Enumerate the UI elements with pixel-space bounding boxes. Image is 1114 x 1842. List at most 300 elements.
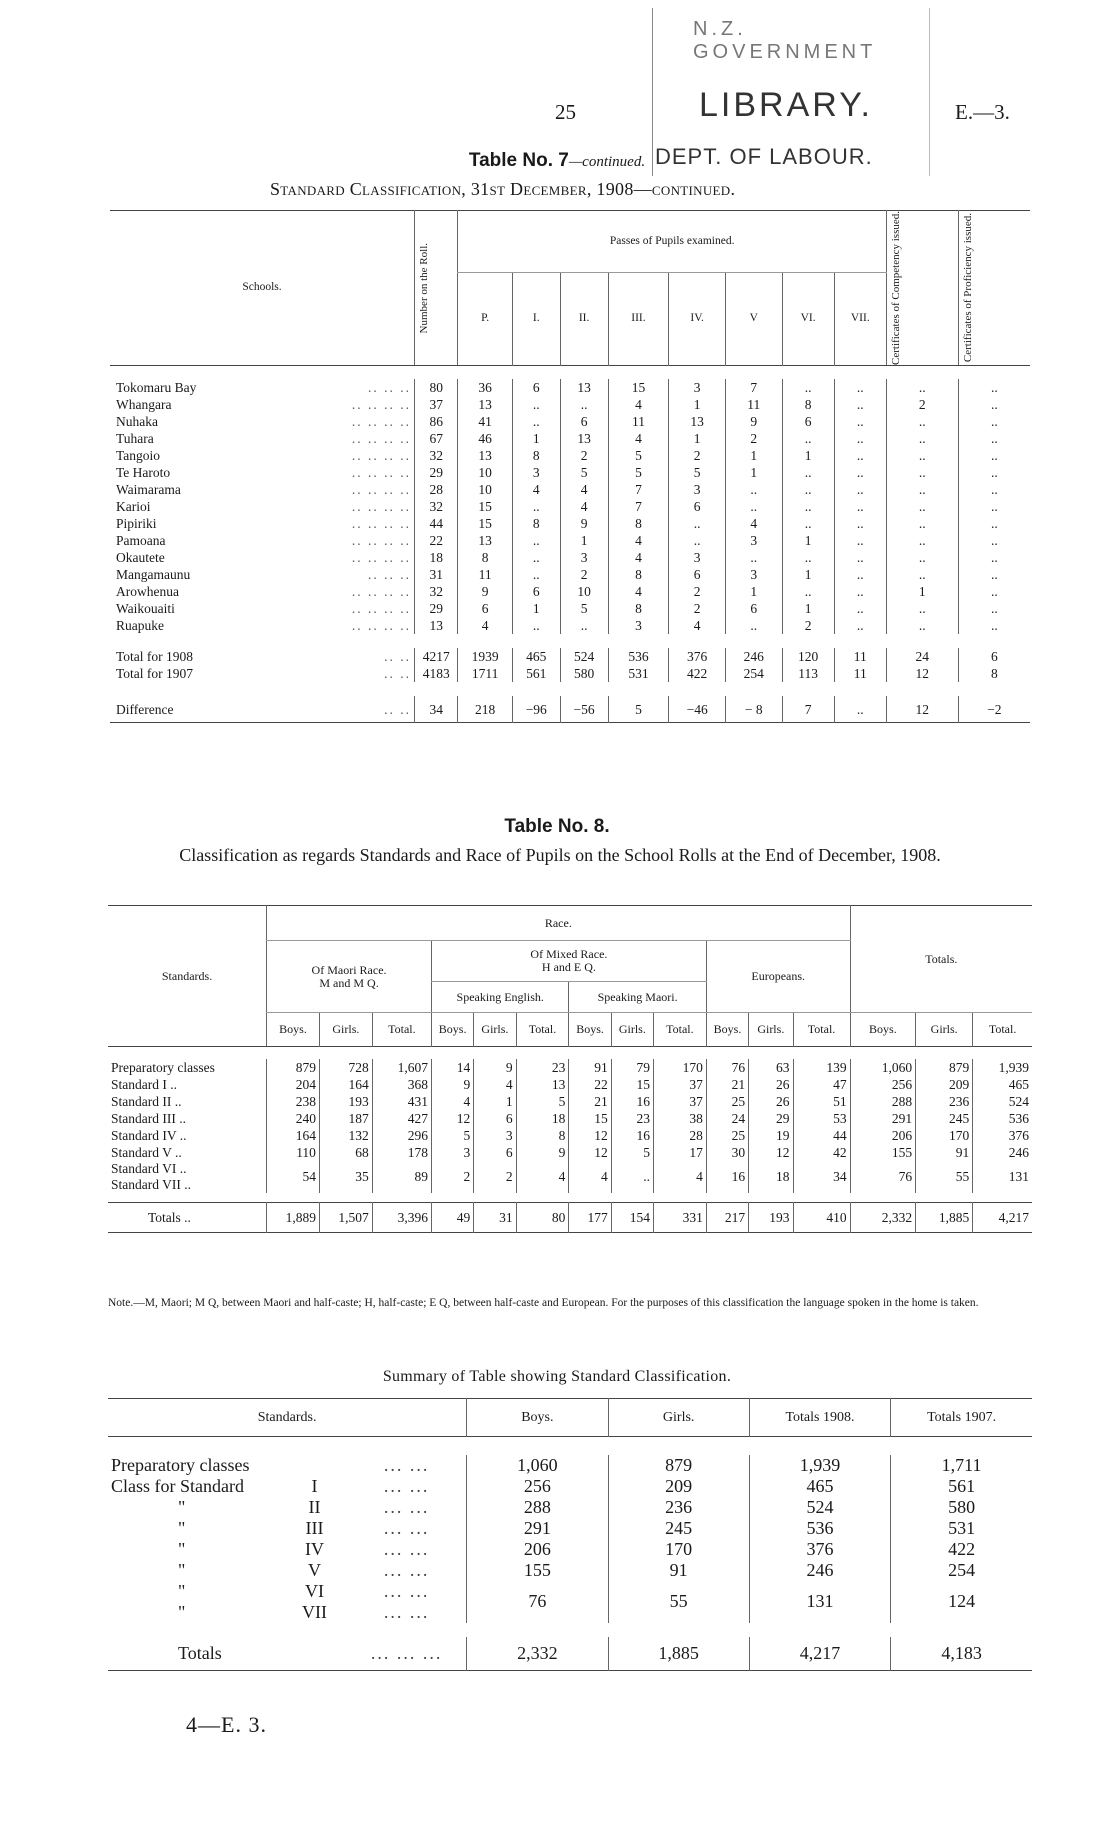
- cell-vii: ..: [834, 481, 886, 498]
- stamp-line-3: DEPT. OF LABOUR.: [655, 144, 873, 169]
- cell-vi: 1: [782, 600, 834, 617]
- cell-value: 9: [432, 1076, 474, 1093]
- col-total: Total.: [653, 1013, 706, 1047]
- table-row: [108, 1539, 1032, 1560]
- cell-iv: 2: [669, 583, 726, 600]
- table8-body: [108, 1047, 1032, 1233]
- table-row: [108, 1110, 1032, 1127]
- col-girls: Girls.: [916, 1013, 973, 1047]
- cell-iii: 8: [608, 600, 669, 617]
- table-row: [110, 413, 1030, 430]
- col-girls: Girls.: [474, 1013, 516, 1047]
- col-vi: VI.: [782, 272, 834, 365]
- leader-dots: ... ... ...: [370, 1642, 443, 1663]
- cell-p: 10: [458, 481, 512, 498]
- cell-value: 164: [319, 1076, 372, 1093]
- table7-body: [110, 365, 1030, 722]
- cell-value: 21: [569, 1093, 611, 1110]
- table-row: [108, 1076, 1032, 1093]
- cell-roll: 32: [414, 498, 457, 515]
- cell-value: 245: [916, 1110, 973, 1127]
- cell-value: 164: [267, 1127, 320, 1144]
- cell-value: 465: [973, 1076, 1032, 1093]
- cell-value: 3,396: [372, 1203, 431, 1233]
- cell-value: 5: [432, 1127, 474, 1144]
- cell-value: 217: [706, 1203, 748, 1233]
- cell-vii: 11: [834, 648, 886, 665]
- table-row: [110, 549, 1030, 566]
- school-name: [110, 648, 414, 665]
- cell-value: ..: [611, 1161, 653, 1193]
- cell-vii: ..: [834, 566, 886, 583]
- col-passes: Passes of Pupils examined.: [458, 211, 886, 273]
- cell-iii: 3: [608, 617, 669, 634]
- cell-p: 1711: [458, 665, 512, 682]
- cell-i: ..: [512, 498, 560, 515]
- cell-value: 54: [267, 1161, 320, 1193]
- leader-dots: .. .. .. ..: [351, 414, 411, 430]
- cell-value: 155: [850, 1144, 916, 1161]
- cell-iii: 4: [608, 396, 669, 413]
- cell-i: ..: [512, 413, 560, 430]
- cell-iii: 7: [608, 498, 669, 515]
- cell-vi: ..: [782, 549, 834, 566]
- cell-iv: 6: [669, 498, 726, 515]
- cell-i: 6: [512, 583, 560, 600]
- cell-vii: ..: [834, 430, 886, 447]
- cell-value: 89: [372, 1161, 431, 1193]
- cell-value: 427: [372, 1110, 431, 1127]
- blank: [282, 1637, 347, 1671]
- col-mixed: Of Mixed Race. H and E Q.: [432, 941, 707, 982]
- cell-comp: ..: [886, 481, 958, 498]
- leader-dots: ... ...: [383, 1559, 430, 1580]
- cell-roll: 4217: [414, 648, 457, 665]
- cell-iv: 1: [669, 396, 726, 413]
- cell-v: ..: [725, 498, 782, 515]
- leader-dots: .. .. .. ..: [351, 618, 411, 634]
- standard-numeral: I: [311, 1475, 318, 1496]
- standard-numeral: [282, 1455, 347, 1476]
- cell-v: 4: [725, 515, 782, 532]
- cell-iv: ..: [669, 532, 726, 549]
- col-speaking-maori: Speaking Maori.: [569, 982, 706, 1013]
- cell-value: 6: [474, 1110, 516, 1127]
- col-girls: Girls.: [749, 1013, 793, 1047]
- school-name-text: Nuhaka: [116, 414, 158, 430]
- cell-prof: ..: [958, 481, 1030, 498]
- cell-value: 91: [916, 1144, 973, 1161]
- cell-ii: 5: [560, 464, 608, 481]
- cell-iii: 8: [608, 515, 669, 532]
- totals-row: [108, 1637, 1032, 1671]
- table-row: [110, 515, 1030, 532]
- cell-i: 8: [512, 515, 560, 532]
- cell-iii: 7: [608, 481, 669, 498]
- cell-i: ..: [512, 566, 560, 583]
- col-total: Total.: [372, 1013, 431, 1047]
- cell-vii: ..: [834, 532, 886, 549]
- cell-iii: 4: [608, 549, 669, 566]
- cell-v: 1: [725, 583, 782, 600]
- col-boys: Boys.: [432, 1013, 474, 1047]
- leader-dots: [347, 1581, 467, 1623]
- spacer-row: [110, 682, 1030, 696]
- leader-dots: ... ...: [383, 1454, 430, 1475]
- leader-dots: ... ...: [383, 1475, 430, 1496]
- cell-comp: 12: [886, 665, 958, 682]
- cell-value: 26: [749, 1076, 793, 1093]
- cell-comp: ..: [886, 532, 958, 549]
- cell-iii: 5: [608, 447, 669, 464]
- cell-comp: ..: [886, 464, 958, 481]
- cell-value: 1,607: [372, 1059, 431, 1076]
- cell-value: 42: [793, 1144, 850, 1161]
- cell-value: 26: [749, 1093, 793, 1110]
- school-name: [110, 413, 414, 430]
- cell-value: 536: [973, 1110, 1032, 1127]
- cell-prof: 6: [958, 648, 1030, 665]
- cell-iv: −46: [669, 696, 726, 722]
- cell-t1908: 524: [749, 1497, 890, 1518]
- leader-dots: .. .. .. ..: [351, 448, 411, 464]
- cell-vi: ..: [782, 498, 834, 515]
- cell-boys: 2,332: [467, 1637, 608, 1671]
- cell-prof: ..: [958, 464, 1030, 481]
- col-iv: IV.: [669, 272, 726, 365]
- cell-i: 4: [512, 481, 560, 498]
- cell-i: 8: [512, 447, 560, 464]
- cell-v: 1: [725, 464, 782, 481]
- cell-value: 37: [653, 1093, 706, 1110]
- cell-value: 431: [372, 1093, 431, 1110]
- cell-vi: 2: [782, 617, 834, 634]
- cell-vi: 6: [782, 413, 834, 430]
- cell-comp: ..: [886, 498, 958, 515]
- table-row: [108, 1518, 1032, 1539]
- col-sum-girls: Girls.: [608, 1399, 749, 1437]
- spacer-row: [108, 1193, 1032, 1203]
- school-name: [110, 566, 414, 583]
- cell-t1907: 580: [891, 1497, 1032, 1518]
- table-row: [110, 665, 1030, 682]
- school-name-text: Tuhara: [116, 431, 154, 447]
- cell-value: 4,217: [973, 1203, 1032, 1233]
- cell-value: 1,507: [319, 1203, 372, 1233]
- school-name-text: Te Haroto: [116, 465, 171, 481]
- leader-dots: .. .. .. ..: [351, 601, 411, 617]
- cell-vi: 1: [782, 532, 834, 549]
- cell-girls: 245: [608, 1518, 749, 1539]
- cell-value: 79: [611, 1059, 653, 1076]
- school-name-text: Waikouaiti: [116, 601, 175, 617]
- cell-p: 15: [458, 515, 512, 532]
- cell-value: 5: [611, 1144, 653, 1161]
- cell-vi: 1: [782, 447, 834, 464]
- standard-class: Class for Standard: [111, 1475, 244, 1496]
- cell-i: ..: [512, 532, 560, 549]
- cell-value: 9: [474, 1059, 516, 1076]
- cell-roll: 18: [414, 549, 457, 566]
- cell-prof: ..: [958, 617, 1030, 634]
- cell-i: ..: [512, 396, 560, 413]
- cell-v: 1: [725, 447, 782, 464]
- standard-numeral: V: [308, 1559, 322, 1580]
- cell-vii: ..: [834, 396, 886, 413]
- cell-value: 23: [516, 1059, 569, 1076]
- standard-class: ": [178, 1538, 186, 1559]
- leader-dots: ... ...: [383, 1538, 430, 1559]
- cell-value: 44: [793, 1127, 850, 1144]
- stamp-line-2: LIBRARY.: [699, 86, 873, 124]
- cell-v: 9: [725, 413, 782, 430]
- cell-vii: ..: [834, 447, 886, 464]
- cell-value: 296: [372, 1127, 431, 1144]
- cell-value: 63: [749, 1059, 793, 1076]
- cell-iv: 422: [669, 665, 726, 682]
- leader-dots: .. .. .. ..: [351, 482, 411, 498]
- cell-p: 9: [458, 583, 512, 600]
- cell-ii: ..: [560, 617, 608, 634]
- cell-vii: ..: [834, 696, 886, 722]
- cell-iii: 536: [608, 648, 669, 665]
- cell-iv: 4: [669, 617, 726, 634]
- table7-title: Table No. 7—continued.: [468, 150, 646, 171]
- leader-dots: .. .. .. ..: [351, 465, 411, 481]
- school-name: [110, 696, 414, 722]
- cell-ii: 13: [560, 430, 608, 447]
- cell-i: 6: [512, 379, 560, 396]
- school-name-text: Arowhenua: [116, 584, 179, 600]
- cell-value: 91: [569, 1059, 611, 1076]
- cell-roll: 32: [414, 583, 457, 600]
- col-total: Total.: [973, 1013, 1032, 1047]
- cell-value: 16: [611, 1127, 653, 1144]
- cell-roll: 67: [414, 430, 457, 447]
- cell-value: 22: [569, 1076, 611, 1093]
- cell-t1907: 561: [891, 1476, 1032, 1497]
- col-roll: Number on the Roll.: [414, 211, 457, 366]
- cell-vii: 11: [834, 665, 886, 682]
- cell-ii: 2: [560, 566, 608, 583]
- cell-comp: ..: [886, 515, 958, 532]
- cell-girls: 170: [608, 1539, 749, 1560]
- table-row: [110, 566, 1030, 583]
- cell-comp: ..: [886, 600, 958, 617]
- summary-title: Summary of Table showing Standard Classification.: [382, 1368, 732, 1385]
- col-girls: Girls.: [319, 1013, 372, 1047]
- cell-value: 368: [372, 1076, 431, 1093]
- cell-vii: ..: [834, 583, 886, 600]
- cell-v: − 8: [725, 696, 782, 722]
- cell-value: 170: [916, 1127, 973, 1144]
- col-schools: Schools.: [110, 211, 414, 366]
- cell-value: 31: [474, 1203, 516, 1233]
- cell-v: 246: [725, 648, 782, 665]
- cell-vi: 7: [782, 696, 834, 722]
- cell-ii: 2: [560, 447, 608, 464]
- cell-iv: 3: [669, 481, 726, 498]
- col-i: I.: [512, 272, 560, 365]
- cell-value: 410: [793, 1203, 850, 1233]
- school-name-text: Total for 1907: [116, 666, 194, 682]
- standard-label: Standard VII ..: [111, 1176, 191, 1192]
- col-sum-standards: Standards.: [257, 1410, 317, 1425]
- cell-vi: ..: [782, 515, 834, 532]
- cell-value: 34: [793, 1161, 850, 1193]
- cell-value: 18: [749, 1161, 793, 1193]
- standard-class: ": [178, 1559, 186, 1580]
- cell-prof: ..: [958, 498, 1030, 515]
- cell-comp: ..: [886, 447, 958, 464]
- standard-numeral: IV: [305, 1538, 325, 1559]
- cell-value: 23: [611, 1110, 653, 1127]
- cell-value: 1,060: [850, 1059, 916, 1076]
- col-boys: Boys.: [706, 1013, 748, 1047]
- spacer-row: [110, 634, 1030, 648]
- cell-i: ..: [512, 617, 560, 634]
- cell-comp: ..: [886, 566, 958, 583]
- cell-value: 154: [611, 1203, 653, 1233]
- table-row: [108, 1455, 1032, 1476]
- cell-v: 6: [725, 600, 782, 617]
- cell-value: 13: [516, 1076, 569, 1093]
- cell-iv: 1: [669, 430, 726, 447]
- cell-ii: 5: [560, 600, 608, 617]
- cell-vii: ..: [834, 379, 886, 396]
- cell-boys: 206: [467, 1539, 608, 1560]
- leader-dots: .. .. .. ..: [351, 397, 411, 413]
- cell-vii: ..: [834, 413, 886, 430]
- cell-iv: 3: [669, 379, 726, 396]
- cell-value: 47: [793, 1076, 850, 1093]
- cell-value: 376: [973, 1127, 1032, 1144]
- cell-value: 4: [569, 1161, 611, 1193]
- school-name: [110, 617, 414, 634]
- cell-value: 55: [916, 1161, 973, 1193]
- cell-value: 206: [850, 1127, 916, 1144]
- school-name-text: Waimarama: [116, 482, 181, 498]
- cell-girls: 879: [608, 1455, 749, 1476]
- col-boys: Boys.: [267, 1013, 320, 1047]
- cell-value: 35: [319, 1161, 372, 1193]
- cell-p: 46: [458, 430, 512, 447]
- cell-iii: 5: [608, 464, 669, 481]
- cell-ii: 4: [560, 498, 608, 515]
- spacer-row: [108, 1623, 1032, 1637]
- table-row: [110, 379, 1030, 396]
- school-name-text: Okautete: [116, 550, 165, 566]
- school-name: [110, 498, 414, 515]
- cell-iii: 4: [608, 430, 669, 447]
- cell-boys: 1,060: [467, 1455, 608, 1476]
- cell-value: 16: [706, 1161, 748, 1193]
- table-row: [110, 464, 1030, 481]
- col-sum-1908: Totals 1908.: [749, 1399, 890, 1437]
- leader-dots: .. .. .. ..: [351, 516, 411, 532]
- cell-value: 177: [569, 1203, 611, 1233]
- cell-boys: 288: [467, 1497, 608, 1518]
- cell-value: 19: [749, 1127, 793, 1144]
- cell-value: 17: [653, 1144, 706, 1161]
- leader-dots: ... ...: [383, 1496, 430, 1517]
- cell-i: 1: [512, 600, 560, 617]
- standard-label: Standard III ..: [111, 1110, 186, 1126]
- cell-value: 240: [267, 1110, 320, 1127]
- cell-v: ..: [725, 549, 782, 566]
- stamp-line-1: N.Z. GOVERNMENT: [693, 18, 877, 63]
- school-name-text: Tokomaru Bay: [116, 380, 197, 396]
- leader-dots: .. .. ..: [367, 567, 411, 583]
- col-maori: Of Maori Race. M and M Q.: [267, 941, 432, 1013]
- numeral: VI: [305, 1580, 325, 1601]
- col-vii: VII.: [834, 272, 886, 365]
- school-name-text: Total for 1908: [116, 649, 194, 665]
- footer-reference: 4—E. 3.: [186, 1712, 267, 1737]
- cell-vi: 1: [782, 566, 834, 583]
- cell-value: 2,332: [850, 1203, 916, 1233]
- cell-value: 12: [569, 1144, 611, 1161]
- cell-value: 9: [516, 1144, 569, 1161]
- cell-t1908: 4,217: [749, 1637, 890, 1671]
- cell-iii: 4: [608, 532, 669, 549]
- school-name: [110, 532, 414, 549]
- cell-value: 170: [653, 1059, 706, 1076]
- cell-value: 879: [916, 1059, 973, 1076]
- cell-value: 3: [432, 1144, 474, 1161]
- cell-p: 13: [458, 532, 512, 549]
- cell-t1908: 1,939: [749, 1455, 890, 1476]
- table7: [110, 210, 1030, 723]
- cell-value: 1,889: [267, 1203, 320, 1233]
- standard-class: [108, 1581, 282, 1623]
- cell-t1907: 4,183: [891, 1637, 1032, 1671]
- cell-value: 16: [611, 1093, 653, 1110]
- table-row: [108, 1127, 1032, 1144]
- standard-label-combined: [108, 1161, 267, 1193]
- cell-value: 37: [653, 1076, 706, 1093]
- cell-i: 465: [512, 648, 560, 665]
- cell-value: 288: [850, 1093, 916, 1110]
- leader-dots: .. .. .. ..: [351, 584, 411, 600]
- col-europeans: Europeans.: [706, 941, 850, 1013]
- cell-v: 2: [725, 430, 782, 447]
- cell-roll: 29: [414, 600, 457, 617]
- cell-value: 4: [516, 1161, 569, 1193]
- cell-t1907: 1,711: [891, 1455, 1032, 1476]
- table7-subtitle: Standard Classification, 31st December, 1908—continued.: [270, 179, 736, 199]
- cell-value: 331: [653, 1203, 706, 1233]
- col-boys: Boys.: [850, 1013, 916, 1047]
- cell-roll: 32: [414, 447, 457, 464]
- cell-t1908: 465: [749, 1476, 890, 1497]
- cell-value: 4: [474, 1076, 516, 1093]
- school-name-text: Mangamaunu: [116, 567, 191, 583]
- cell-p: 13: [458, 396, 512, 413]
- cell-iii: 4: [608, 583, 669, 600]
- cell-value: 24: [706, 1110, 748, 1127]
- standard-label: Standard VI ..: [111, 1160, 187, 1176]
- table-row: [108, 1144, 1032, 1161]
- cell-t1907: 422: [891, 1539, 1032, 1560]
- cell-v: 3: [725, 566, 782, 583]
- cell-p: 36: [458, 379, 512, 396]
- cell-value: 110: [267, 1144, 320, 1161]
- standard-class: ": [178, 1496, 186, 1517]
- cell-prof: 8: [958, 665, 1030, 682]
- ditto-mark: ": [178, 1580, 186, 1601]
- cell-value: 2: [432, 1161, 474, 1193]
